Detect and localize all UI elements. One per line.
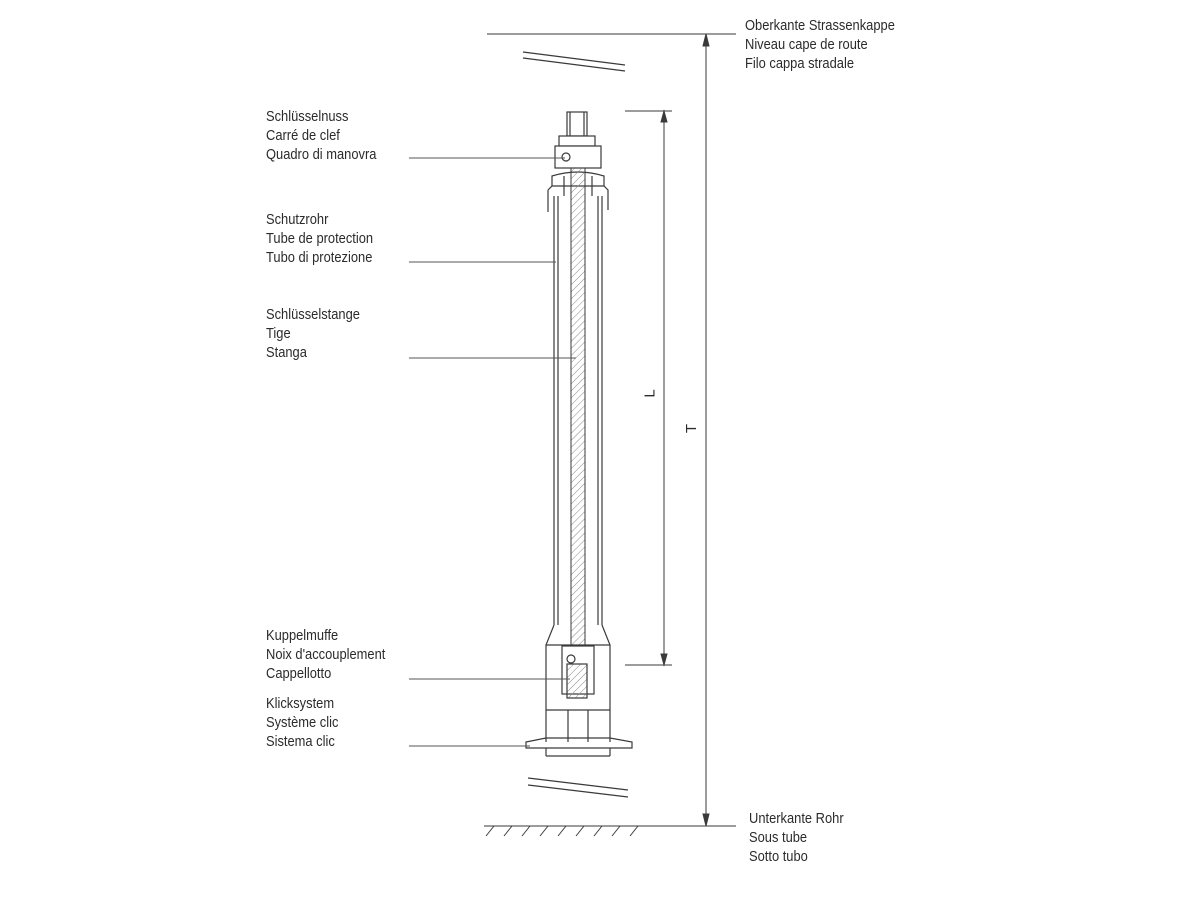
label-bottom-edge-de: Unterkante Rohr bbox=[749, 810, 844, 827]
coupling-sleeve bbox=[562, 646, 594, 698]
key-nut bbox=[555, 112, 601, 168]
label-coupling-fr: Noix d'accouplement bbox=[266, 646, 386, 663]
label-click-system-fr: Système clic bbox=[266, 714, 339, 731]
label-protection-tube-fr: Tube de protection bbox=[266, 230, 374, 247]
label-coupling bbox=[266, 626, 385, 683]
label-coupling-it: Cappellotto bbox=[266, 665, 332, 682]
key-rod bbox=[571, 168, 585, 646]
label-coupling-de: Kuppelmuffe bbox=[266, 627, 339, 644]
label-click-system-de: Klicksystem bbox=[266, 695, 335, 712]
label-bottom-edge bbox=[749, 809, 844, 866]
label-bottom-edge-fr: Sous tube bbox=[749, 829, 808, 846]
dimension-L bbox=[625, 111, 672, 665]
label-click-system bbox=[266, 694, 338, 751]
top-break-marks bbox=[523, 52, 625, 71]
label-click-system-it: Sistema clic bbox=[266, 733, 335, 750]
leader-lines bbox=[409, 158, 576, 746]
label-key-nut-it: Quadro di manovra bbox=[266, 146, 377, 163]
label-top-edge-fr: Niveau cape de route bbox=[745, 36, 868, 53]
dimension-T bbox=[703, 34, 709, 826]
bottom-break-marks bbox=[528, 778, 628, 797]
label-protection-tube-it: Tubo di protezione bbox=[266, 249, 373, 266]
label-key-nut-de: Schlüsselnuss bbox=[266, 108, 349, 125]
ground-hatching bbox=[486, 826, 638, 836]
label-protection-tube-de: Schutzrohr bbox=[266, 211, 329, 228]
label-key-rod-it: Stanga bbox=[266, 344, 307, 361]
label-key-rod bbox=[266, 305, 360, 362]
label-key-rod-fr: Tige bbox=[266, 325, 291, 342]
dimension-L-label: L bbox=[641, 389, 659, 398]
label-bottom-edge-it: Sotto tubo bbox=[749, 848, 808, 865]
label-top-edge-it: Filo cappa stradale bbox=[745, 55, 855, 72]
label-key-nut bbox=[266, 107, 376, 164]
label-top-edge bbox=[745, 16, 895, 73]
label-protection-tube bbox=[266, 210, 373, 267]
dimension-T-label: T bbox=[683, 423, 701, 434]
label-key-nut-fr: Carré de clef bbox=[266, 127, 340, 144]
label-top-edge-de: Oberkante Strassenkappe bbox=[745, 17, 895, 34]
click-system-base bbox=[526, 710, 632, 756]
label-key-rod-de: Schlüsselstange bbox=[266, 306, 360, 323]
